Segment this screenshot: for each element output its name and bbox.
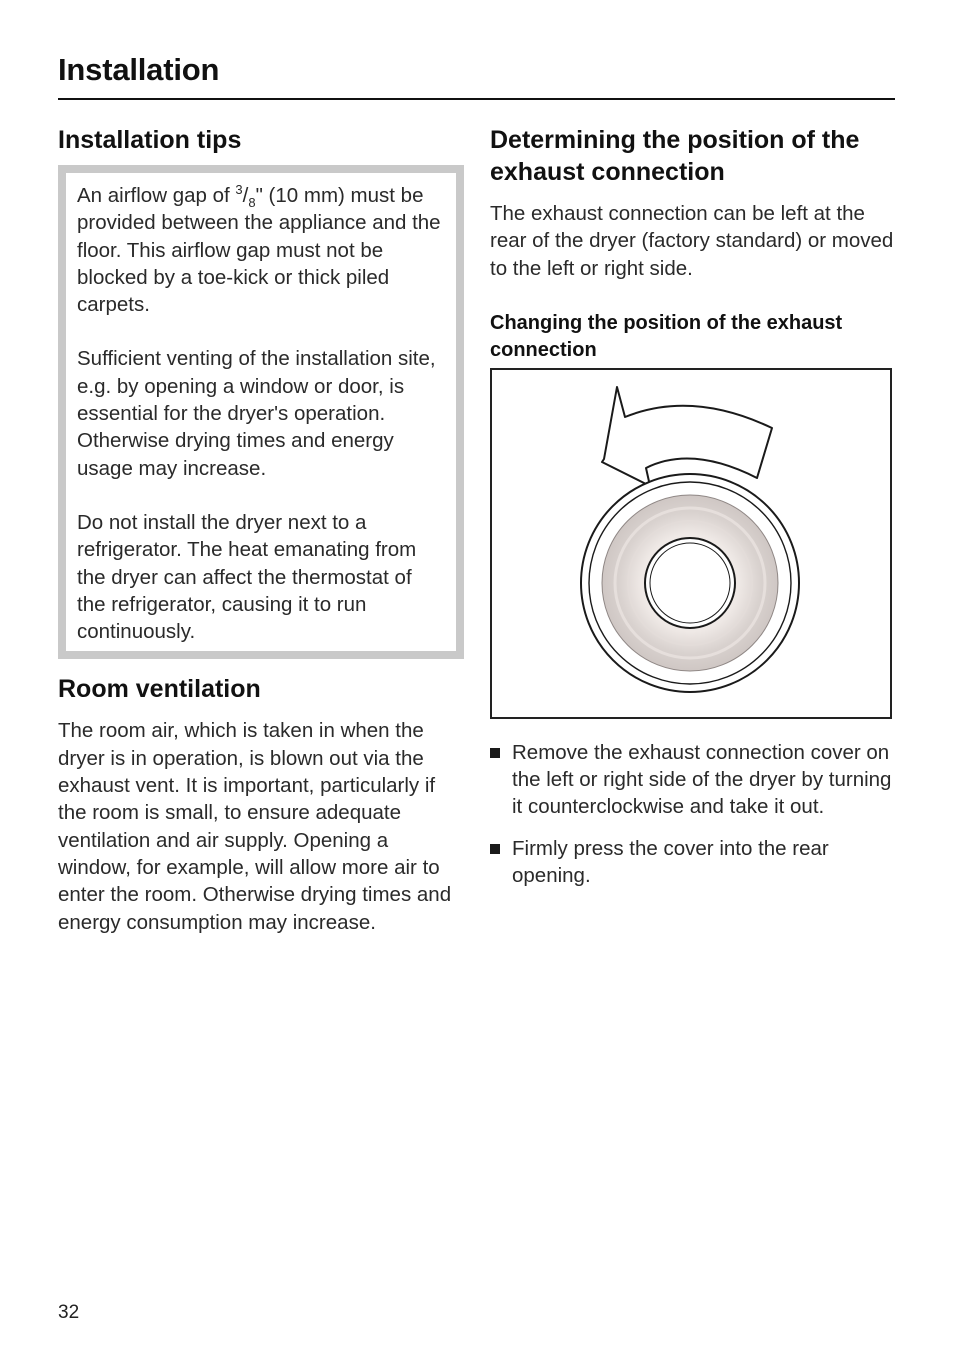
room-ventilation-body: The room air, which is taken in when the dryer is in operation, is blown out via the exhaust vent. It is important, particularly if the room is small, to ensure adequate ventilation and air supply. Opening a window, for example, will allow more air to enter the room. Otherwise drying times and energy consumption may increase. [58, 719, 452, 934]
fraction-numerator: 3 [235, 182, 243, 198]
fraction-denominator: 8 [248, 195, 256, 211]
tip-airflow-gap [77, 182, 445, 318]
square-bullet-icon [490, 844, 500, 854]
list-item [490, 739, 895, 821]
title-divider [58, 98, 895, 100]
installation-tips-heading: Installation tips [58, 126, 242, 154]
change-position-subheading: Changing the position of the exhaust connection [490, 311, 843, 361]
tip-refrigerator: Do not install the dryer next to a refrigerator. The heat emanating from the dryer can affect the thermostat of the refrigerator, causing it to run continuously. [77, 510, 417, 644]
square-bullet-icon [490, 748, 500, 758]
page-number: 32 [58, 1302, 80, 1323]
instruction-steps [490, 739, 895, 889]
tip-airflow-gap-prefix: An airflow gap of [77, 184, 236, 207]
tip-venting: Sufficient venting of the installation site, e.g. by opening a window or door, is essential for the dryer's operation. Otherwise drying times and energy usage may increase. [77, 347, 436, 480]
cover-opening [645, 538, 735, 628]
exhaust-position-body: The exhaust connection can be left at the rear of the dryer (factory standard) or moved to the left or right side. [490, 202, 894, 280]
step-text: Firmly press the cover into the rear opening. [512, 836, 829, 888]
fraction-slash: / [242, 184, 249, 207]
left-column [58, 124, 464, 936]
exhaust-cover-figure [490, 368, 892, 719]
page-title: Installation [58, 52, 220, 87]
counterclockwise-arrow-icon [492, 370, 890, 717]
step-text: Remove the exhaust connection cover on the left or right side of the dryer by turning it counterclockwise and take it out. [512, 740, 892, 819]
tip-airflow-gap-suffix: " (10 mm) must be provided between the appliance and the floor. This airflow gap must not be blocked by a toe-kick or thick piled carpets. [77, 184, 441, 317]
right-column [490, 124, 895, 903]
exhaust-position-heading: Determining the position of the exhaust connection [490, 126, 860, 186]
installation-tips-box [58, 165, 464, 659]
room-ventilation-heading: Room ventilation [58, 675, 261, 704]
rotation-arrow [602, 387, 772, 486]
list-item [490, 835, 895, 890]
